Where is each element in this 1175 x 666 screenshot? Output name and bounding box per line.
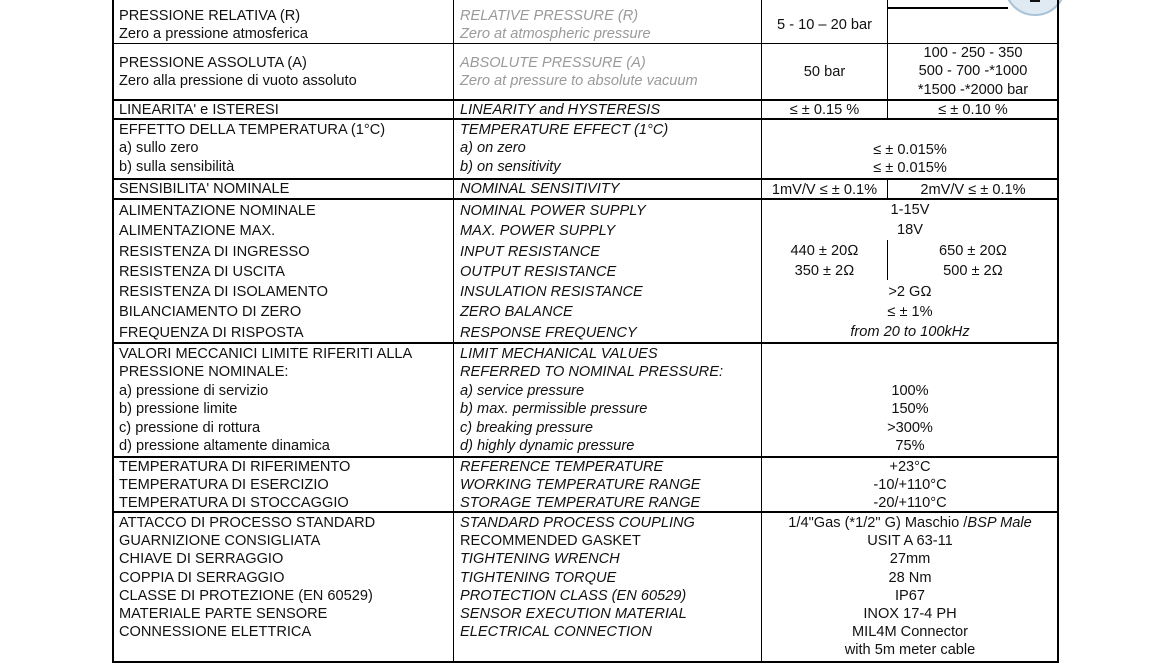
relative-pressure-it-label: PRESSIONE RELATIVA (R) <box>119 8 301 24</box>
linearity-value-b: ≤ ± 0.10 % <box>938 102 1008 118</box>
mechanical-it <box>119 345 412 455</box>
process-en <box>460 514 695 641</box>
power-supply-value: 1-15V <box>890 202 930 218</box>
electrical-en-input-resistance: INPUT RESISTANCE <box>460 243 601 260</box>
mechanical-en-breaking: c) breaking pressure <box>460 419 594 436</box>
absolute-pressure-range-b-2: 500 - 700 -*1000 <box>918 63 1028 80</box>
input-resistance-value-a: 440 ± 20Ω <box>790 243 859 259</box>
process-en-connection: ELECTRICAL CONNECTION <box>460 624 652 641</box>
temperature-effect-sensitivity-value: ≤ ± 0.015% <box>873 160 947 177</box>
service-pressure-value: 100% <box>891 383 929 399</box>
mechanical-en-limit: b) max. permissible pressure <box>460 401 648 418</box>
electrical-en <box>460 201 646 343</box>
mechanical-it-limit: b) pressione limite <box>119 401 238 418</box>
process-it-torque: COPPIA DI SERRAGGIO <box>119 569 285 586</box>
temperatures-en <box>460 458 701 513</box>
linearity-value-a: ≤ ± 0.15 % <box>789 102 860 118</box>
mechanical-it-service: a) pressione di servizio <box>119 382 269 399</box>
coupling-value-en: BSP Male <box>967 515 1032 531</box>
process-values <box>762 514 1058 660</box>
electrical-it-response: FREQUENZA DI RISPOSTA <box>119 324 304 341</box>
mechanical-en <box>460 345 723 455</box>
process-it <box>119 514 375 641</box>
logo-mark <box>1030 0 1040 2</box>
table-border-bottom <box>112 661 1059 663</box>
temperatures-en-storage: STORAGE TEMPERATURE RANGE <box>460 495 701 512</box>
temperatures-it-storage: TEMPERATURA DI STOCCAGGIO <box>119 495 349 512</box>
input-resistance-value-b: 650 ± 20Ω <box>939 243 1007 259</box>
mechanical-it-dynamic: d) pressione altamente dinamica <box>119 437 330 454</box>
electrical-it-output-resistance: RESISTENZA DI USCITA <box>119 263 285 280</box>
output-resistance-value-b: 500 ± 2Ω <box>943 263 1003 279</box>
temperature-effect-en-zero: a) on zero <box>460 140 526 157</box>
max-supply-value: 18V <box>897 222 923 238</box>
linearity-en: LINEARITY and HYSTERESIS <box>460 102 661 118</box>
storage-temperature-value: -20/+110°C <box>873 495 947 512</box>
connection-value: MIL4M Connector <box>852 624 968 641</box>
relative-pressure-en <box>460 7 651 44</box>
connection-cable-value: with 5m meter cable <box>844 642 976 659</box>
absolute-pressure-range-b-1: 100 - 250 - 350 <box>923 45 1023 61</box>
temperatures-it-working: TEMPERATURA DI ESERCIZIO <box>119 477 329 494</box>
electrical-en-insulation: INSULATION RESISTANCE <box>460 284 643 301</box>
nominal-sensitivity-value-a: 1mV/V ≤ ± 0.1% <box>771 182 878 198</box>
temperature-effect-en-label: TEMPERATURE EFFECT (1°C) <box>460 122 669 138</box>
absolute-pressure-en-label: ABSOLUTE PRESSURE (A) <box>460 55 646 71</box>
temperature-effect-it <box>119 121 385 176</box>
process-it-material: MATERIALE PARTE SENSORE <box>119 605 328 622</box>
process-en-material: SENSOR EXECUTION MATERIAL <box>460 605 687 622</box>
electrical-en-max-supply: MAX. POWER SUPPLY <box>460 223 616 240</box>
temperature-effect-en-sensitivity: b) on sensitivity <box>460 158 561 175</box>
mechanical-en-dynamic: d) highly dynamic pressure <box>460 437 635 454</box>
absolute-pressure-it-note: Zero alla pressione di vuoto assoluto <box>119 73 357 90</box>
breaking-pressure-value: >300% <box>887 419 933 436</box>
wrench-value: 27mm <box>889 551 931 568</box>
relative-pressure-it-note: Zero a pressione atmosferica <box>119 26 308 43</box>
relative-pressure-it <box>119 7 308 44</box>
temperatures-values <box>762 458 1058 513</box>
process-it-protection: CLASSE DI PROTEZIONE (EN 60529) <box>119 587 373 604</box>
temperature-effect-values <box>762 141 1058 178</box>
electrical-en-power-supply: NOMINAL POWER SUPPLY <box>460 203 646 219</box>
protection-value: IP67 <box>894 587 926 604</box>
process-en-coupling: STANDARD PROCESS COUPLING <box>460 515 695 531</box>
electrical-it-input-resistance: RESISTENZA DI INGRESSO <box>119 243 310 260</box>
absolute-pressure-range-b <box>888 44 1058 99</box>
temperatures-en-working: WORKING TEMPERATURE RANGE <box>460 477 701 494</box>
mechanical-en-service: a) service pressure <box>460 382 585 399</box>
electrical-en-output-resistance: OUTPUT RESISTANCE <box>460 263 617 280</box>
temperature-effect-it-label: EFFETTO DELLA TEMPERATURA (1°C) <box>119 122 386 138</box>
mechanical-values <box>762 382 1058 456</box>
nominal-sensitivity-en: NOMINAL SENSITIVITY <box>460 181 620 197</box>
absolute-pressure-it-label: PRESSIONE ASSOLUTA (A) <box>119 55 307 71</box>
process-en-gasket: RECOMMENDED GASKET <box>460 533 641 550</box>
process-it-wrench: CHIAVE DI SERRAGGIO <box>119 551 284 568</box>
temperatures-en-reference: REFERENCE TEMPERATURE <box>460 459 664 475</box>
absolute-pressure-en <box>460 54 698 91</box>
process-en-wrench: TIGHTENING WRENCH <box>460 551 620 568</box>
electrical-it-zero-balance: BILANCIAMENTO DI ZERO <box>119 304 302 321</box>
response-frequency-value: from 20 to 100kHz <box>850 324 970 340</box>
mechanical-it-subtitle: PRESSIONE NOMINALE: <box>119 364 289 381</box>
mechanical-en-title: LIMIT MECHANICAL VALUES <box>460 346 658 362</box>
working-temperature-value: -10/+110°C <box>873 477 947 494</box>
insulation-value: >2 GΩ <box>888 284 932 300</box>
linearity-it: LINEARITA' e ISTERESI <box>119 102 279 118</box>
temperature-effect-zero-value: ≤ ± 0.015% <box>873 142 947 158</box>
reference-temperature-value: +23°C <box>889 459 931 475</box>
coupling-value-it: 1/4"Gas (*1/2" G) Maschio / <box>788 515 968 531</box>
relative-pressure-range: 5 - 10 – 20 bar <box>777 17 872 33</box>
temperature-effect-it-sensitivity: b) sulla sensibilità <box>119 158 235 175</box>
process-it-coupling: ATTACCO DI PROCESSO STANDARD <box>119 515 376 531</box>
limit-pressure-value: 150% <box>891 401 929 418</box>
nominal-sensitivity-value-b: 2mV/V ≤ ± 0.1% <box>920 182 1026 198</box>
process-en-torque: TIGHTENING TORQUE <box>460 569 617 586</box>
material-value: INOX 17-4 PH <box>863 605 957 622</box>
electrical-en-zero-balance: ZERO BALANCE <box>460 304 573 321</box>
nominal-sensitivity-it: SENSIBILITA' NOMINALE <box>119 181 290 197</box>
table-border-top-right <box>887 7 1008 9</box>
process-en-protection: PROTECTION CLASS (EN 60529) <box>460 587 687 604</box>
absolute-pressure-range-b-3: *1500 -*2000 bar <box>917 81 1029 98</box>
coupling-value <box>762 514 1058 532</box>
relative-pressure-en-note: Zero at atmospheric pressure <box>460 26 651 43</box>
absolute-pressure-en-note: Zero at pressure to absolute vacuum <box>460 73 698 90</box>
electrical-it-max-supply: ALIMENTAZIONE MAX. <box>119 223 276 240</box>
electrical-it <box>119 201 328 343</box>
temperatures-it-reference: TEMPERATURA DI RIFERIMENTO <box>119 459 351 475</box>
dynamic-pressure-value: 75% <box>895 438 925 455</box>
relative-pressure-en-label: RELATIVE PRESSURE (R) <box>460 8 639 24</box>
mechanical-it-breaking: c) pressione di rottura <box>119 419 261 436</box>
electrical-it-power-supply: ALIMENTAZIONE NOMINALE <box>119 203 316 219</box>
temperature-effect-en <box>460 121 668 176</box>
output-resistance-value-a: 350 ± 2Ω <box>794 263 855 279</box>
mechanical-it-title: VALORI MECCANICI LIMITE RIFERITI ALLA <box>119 346 413 362</box>
zero-balance-value: ≤ ± 1% <box>887 304 933 320</box>
temperature-effect-it-zero: a) sullo zero <box>119 140 199 157</box>
process-it-gasket: GUARNIZIONE CONSIGLIATA <box>119 533 321 550</box>
process-it-connection: CONNESSIONE ELETTRICA <box>119 624 312 641</box>
temperatures-it <box>119 458 350 513</box>
torque-value: 28 Nm <box>888 569 932 586</box>
electrical-en-response: RESPONSE FREQUENCY <box>460 324 637 341</box>
mechanical-en-subtitle: REFERRED TO NOMINAL PRESSURE: <box>460 364 724 381</box>
gasket-value: USIT A 63-11 <box>867 533 953 550</box>
electrical-it-insulation: RESISTENZA DI ISOLAMENTO <box>119 284 328 301</box>
absolute-pressure-range-a: 50 bar <box>803 64 846 80</box>
absolute-pressure-it <box>119 54 357 91</box>
